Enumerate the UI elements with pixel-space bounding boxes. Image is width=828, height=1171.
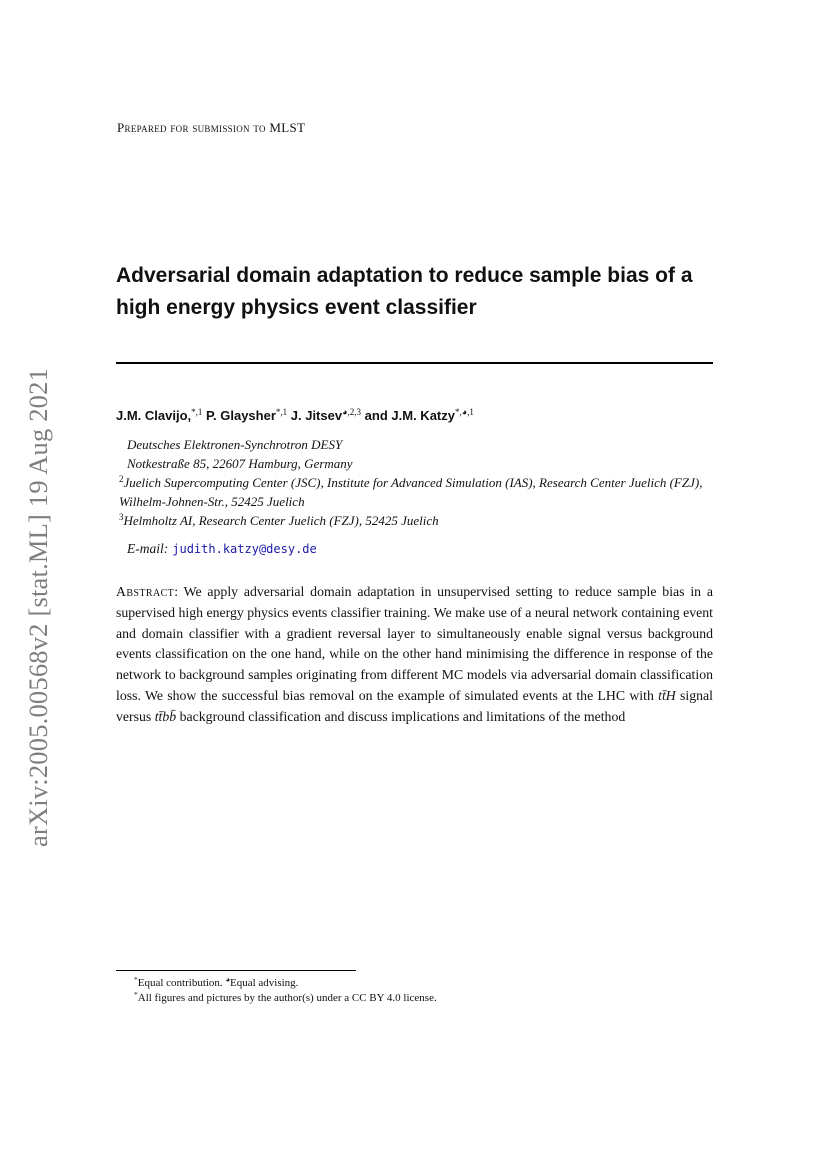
abstract-label: Abstract — [116, 584, 175, 599]
affiliation-line: Notkestraße 85, 22607 Hamburg, Germany — [127, 456, 353, 471]
author-marks: ◕,2,3 — [342, 407, 362, 417]
footnote-text: Equal advising. — [229, 977, 299, 989]
affiliation-text: Juelich Supercomputing Center (JSC), Institute for Advanced Simulation (IAS), Research Center Juelich (FZJ), Wilhelm-Johnen-Str., 52425 Juelich — [119, 475, 703, 509]
authors-conjunction: and — [364, 408, 388, 423]
author-marks: *,◕,1 — [454, 407, 474, 417]
author-name: P. Glaysher — [206, 408, 276, 423]
footnote-mark: ◕ — [225, 975, 230, 984]
footnote-mark: * — [134, 975, 138, 984]
affiliation-3 — [119, 511, 439, 530]
author-marks: *,1 — [191, 407, 203, 417]
footnote-text: Equal contribution. — [137, 977, 223, 989]
submission-note-text: Prepared for submission to — [117, 120, 266, 135]
footnote-1 — [134, 976, 298, 991]
math-ttbb: tt̄bb̄ — [154, 708, 177, 724]
footnote-text: All figures and pictures by the author(s) under a CC BY 4.0 license. — [137, 992, 437, 1004]
contact-email — [127, 541, 317, 557]
abstract-text: background classification and discuss implications and limitations of the method — [176, 708, 626, 724]
title-divider — [116, 362, 713, 364]
arxiv-stamp-text: arXiv:2005.00568v2 [stat.ML] 19 Aug 2021 — [23, 367, 54, 847]
email-link[interactable]: judith.katzy@desy.de — [172, 542, 317, 556]
footnote-divider — [116, 970, 356, 971]
affiliation-line: Deutsches Elektronen-Synchrotron DESY — [127, 437, 343, 452]
affiliation-number: 2 — [119, 474, 124, 484]
affiliation-1 — [127, 435, 353, 473]
affiliation-2 — [119, 473, 719, 511]
author-name: J.M. Clavijo, — [116, 408, 192, 423]
abstract-text: signal versus — [116, 687, 714, 724]
submission-note — [117, 120, 305, 136]
affiliation-number: 3 — [119, 512, 124, 522]
footnote-2 — [134, 991, 437, 1006]
author-name: J. Jitsev — [290, 408, 343, 423]
journal-name: MLST — [269, 120, 306, 135]
affiliation-text: Helmholtz AI, Research Center Juelich (FZJ), 52425 Juelich — [123, 513, 439, 528]
footnote-mark: * — [134, 990, 138, 999]
author-name: J.M. Katzy — [391, 408, 455, 423]
email-label: E-mail: — [127, 541, 169, 556]
author-marks: *,1 — [275, 407, 288, 417]
abstract — [116, 582, 713, 728]
abstract-text: : We apply adversarial domain adaptation in unsupervised setting to reduce sample bias in a supervised high energy physics events classifier training. We make use of a neural network containing event and domain classifier with a gradient reversal layer to simultaneously enable signal versus background events classification on the one hand, while on the other hand minimising the difference in response of the network to background samples originating from different MC models via adversarial domain classification loss. We show the successful bias removal on the example of simulated events at the LHC with — [116, 584, 713, 703]
paper-title: Adversarial domain adaptation to reduce sample bias of a high energy physics event classifier — [116, 264, 693, 319]
arxiv-identifier-stamp — [4, 352, 74, 862]
author-list — [116, 408, 474, 423]
math-ttH: tt̄H — [658, 687, 676, 703]
